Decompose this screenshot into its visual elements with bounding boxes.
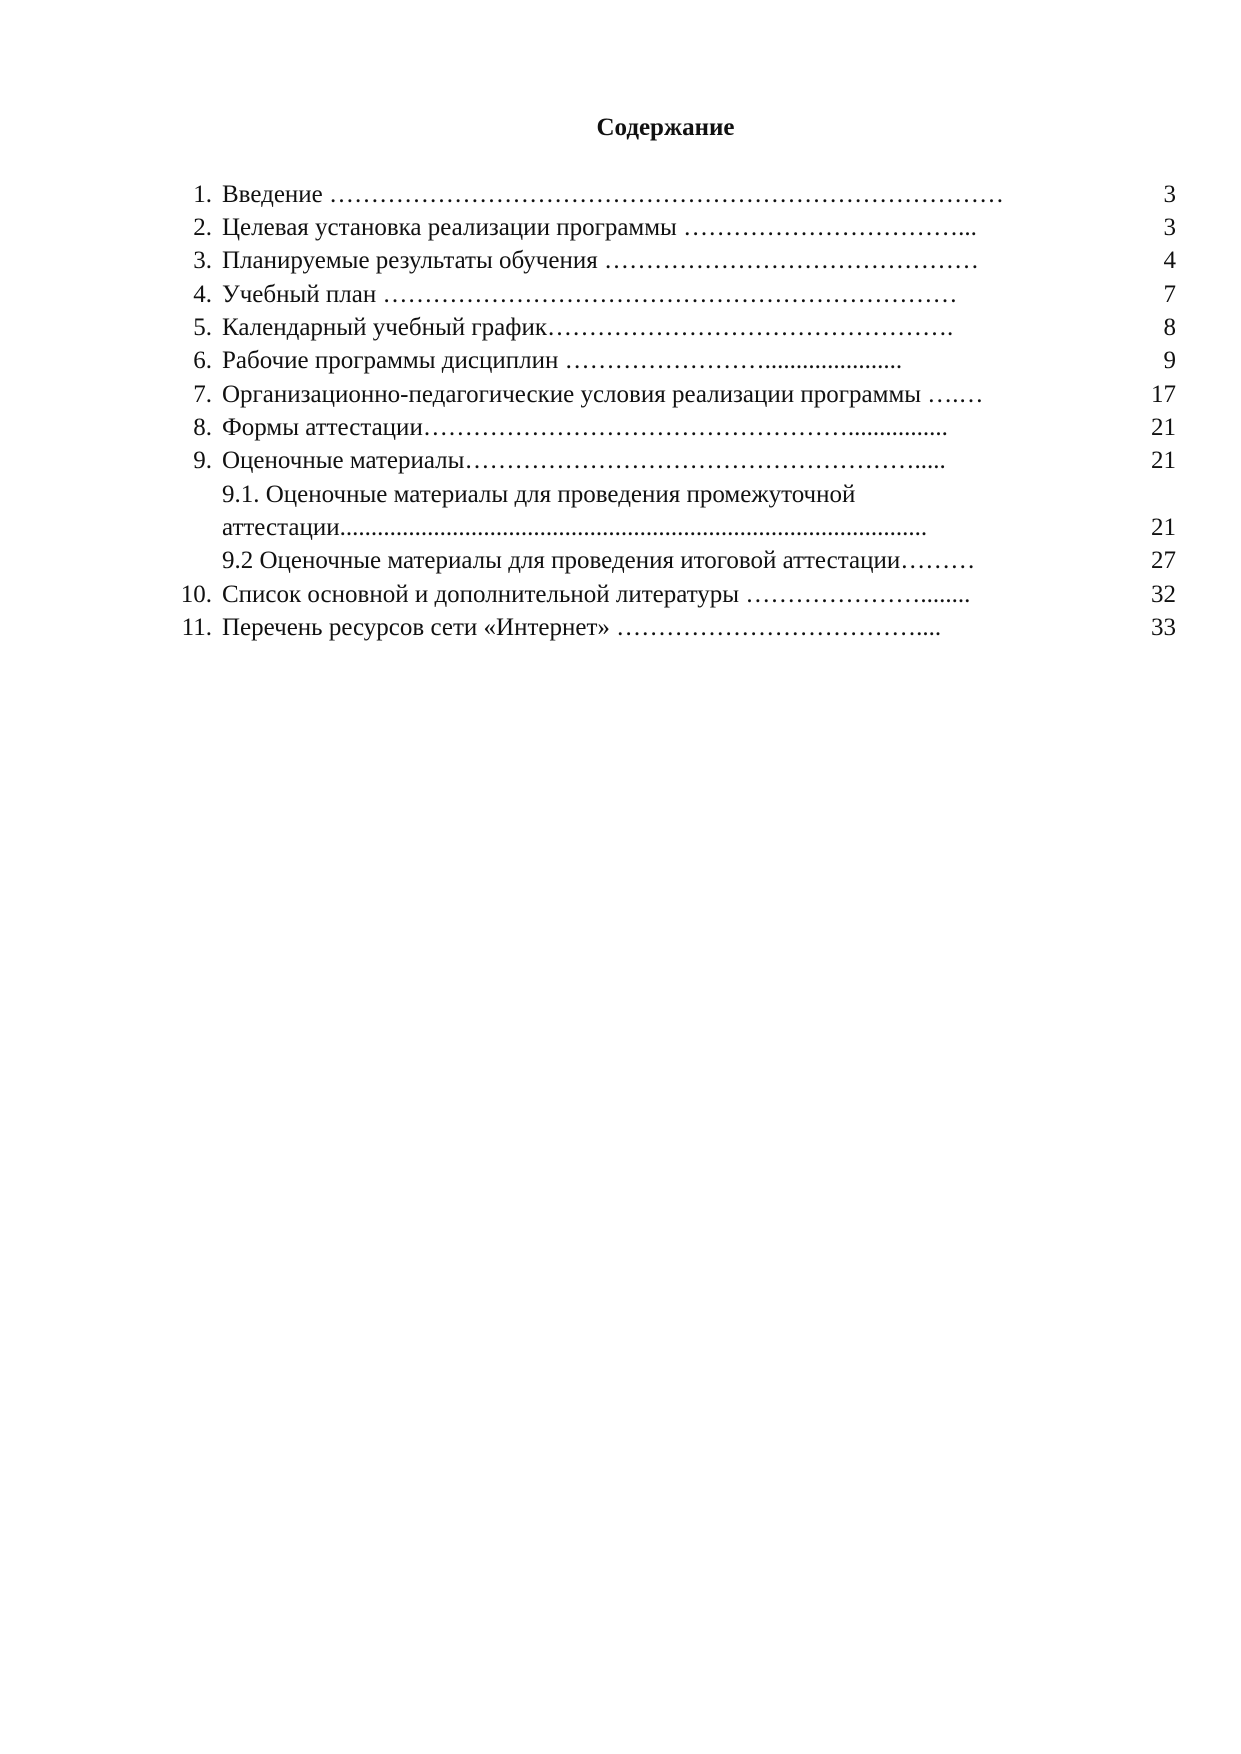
toc-entry-number: 4. (193, 281, 212, 308)
toc-subentry (0, 544, 1241, 577)
toc-entry-page: 32 (1151, 581, 1176, 608)
toc-entry-page: 21 (1151, 414, 1176, 441)
toc-entry-text: Формы аттестации……………………………………………................ (222, 414, 948, 441)
toc-entry-text: Оценочные материалы………………………………………………..... (222, 447, 946, 474)
toc-entry-page: 3 (1163, 181, 1176, 208)
toc-entry-page: 21 (1151, 514, 1176, 541)
toc-entry-text: Рабочие программы дисциплин ……………………...................... (222, 347, 903, 374)
toc-entry-number: 5. (193, 314, 212, 341)
toc-entry (0, 378, 1241, 411)
toc-entry-page: 4 (1163, 247, 1176, 274)
toc-entry-number: 10. (180, 581, 212, 608)
toc-entry-text: Введение ……………………………………………………………………… (222, 181, 1005, 208)
toc-entry-text: Целевая установка реализации программы ……………………………... (222, 214, 977, 241)
toc-entry-number: 8. (193, 414, 212, 441)
toc-entry-page: 33 (1151, 614, 1176, 641)
toc-entry-page: 3 (1163, 214, 1176, 241)
toc-entry-page: 7 (1163, 281, 1176, 308)
toc-entry-number: 1. (193, 181, 212, 208)
toc-entry (0, 178, 1241, 211)
toc-entry-text: Перечень ресурсов сети «Интернет» ……………………………….... (222, 614, 942, 641)
toc-entry-text: Календарный учебный график…………………………………………. (222, 314, 954, 341)
toc-subentry-continuation (0, 511, 1241, 544)
toc-entry (0, 244, 1241, 277)
toc-entry-page: 17 (1151, 381, 1176, 408)
toc-subentry (0, 478, 1241, 511)
toc-entry-number: 6. (193, 347, 212, 374)
toc-entry-page: 9 (1163, 347, 1176, 374)
toc-entry-page: 8 (1163, 314, 1176, 341)
toc-entry (0, 444, 1241, 477)
toc-entry (0, 278, 1241, 311)
toc-entry-page: 27 (1151, 547, 1176, 574)
toc-entry-text: 9.2 Оценочные материалы для проведения итоговой аттестации……… (222, 547, 976, 574)
toc-entry-text: аттестации.............................................................................................. (222, 514, 928, 541)
toc-entry (0, 211, 1241, 244)
toc-entry (0, 411, 1241, 444)
toc-entry (0, 311, 1241, 344)
toc-entry (0, 578, 1241, 611)
toc-title: Содержание (596, 114, 735, 141)
toc-entry-number: 11. (181, 614, 212, 641)
toc-entry-number: 9. (193, 447, 212, 474)
toc-entry-text: Список основной и дополнительной литературы …………………........ (222, 581, 971, 608)
toc-entry-text: Планируемые результаты обучения ……………………………………… (222, 247, 979, 274)
toc-entry-text: 9.1. Оценочные материалы для проведения промежуточной (222, 481, 856, 508)
toc-entry-page: 21 (1151, 447, 1176, 474)
toc-entry-text: Организационно-педагогические условия реализации программы ….… (222, 381, 984, 408)
toc-entry (0, 611, 1241, 644)
toc-entry-number: 2. (193, 214, 212, 241)
toc-entry-text: Учебный план …………………………………………………………… (222, 281, 958, 308)
toc-entry-number: 3. (193, 247, 212, 274)
toc-entry-number: 7. (193, 381, 212, 408)
toc-entry (0, 344, 1241, 377)
